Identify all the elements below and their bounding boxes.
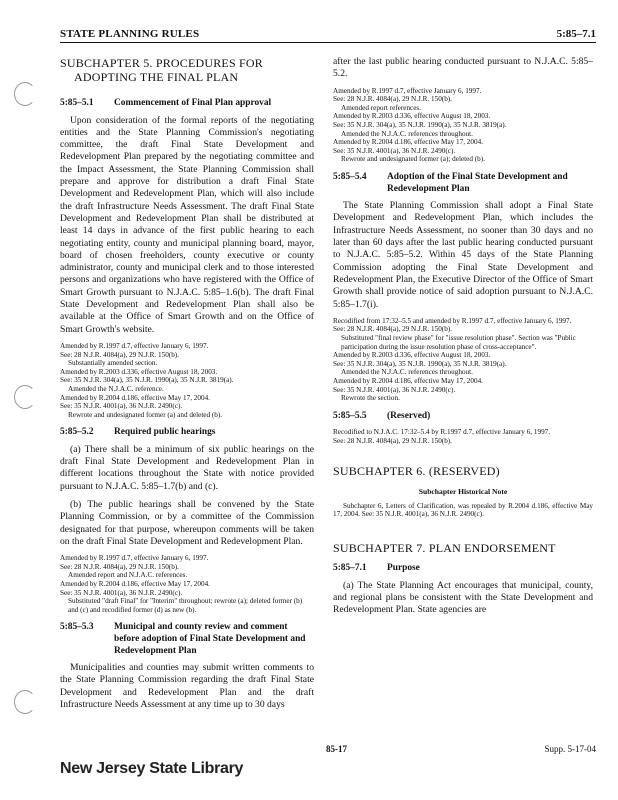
header-title: STATE PLANNING RULES (60, 28, 200, 40)
history-line: Substituted "final review phase" for "issue resolution phase". Section was "Public participation during the issue resolution phase of cross-acceptance". (341, 333, 576, 351)
header-section-number: 5:85–7.1 (556, 28, 596, 40)
section-5-2-heading: 5:85–5.2 Required public hearings (60, 427, 216, 438)
section-5-3-heading: 5:85–5.3 Municipal and county review and comment before adoption of Final State Development and Redevelopment Plan (60, 622, 306, 656)
history-line: See: 28 N.J.R. 4084(a), 29 N.J.R. 150(b). (333, 325, 452, 334)
history-line: See: 28 N.J.R. 4084(a), 29 N.J.R. 150(b). (60, 350, 179, 359)
section-5-2-text-b: (b) The public hearings shall be convened by the State Planning Commission, or by a committee of the Commission designated for that purpose, whereupon comments will be taken on the draft Final State Development and Redevelopment Plan. (60, 499, 314, 547)
section-7-1-text: (a) The State Planning Act encourages that municipal, county, and regional plans be consistent with the State Development and Redevelopment Plan. State agencies are (333, 579, 593, 616)
subchapter-6-title: SUBCHAPTER 6. (RESERVED) (333, 463, 500, 478)
subchapter-5-title: SUBCHAPTER 5. PROCEDURES FOR ADOPTING THE FINAL PLAN (60, 56, 263, 84)
section-5-4-text: The State Planning Commission shall adopt a Final State Development and Redevelopment Plan, which includes the Infrastructure Needs Assessment, no sooner than 30 days and no later than 60 days after the last public hearing conducted pursuant to N.J.A.C. 5:85–5.2. Within 45 days of the State Planning Commission adopting the Final State Development and Redevelopment Plan, the Executive Director of the Office of Smart Growth shall provide notice of said adoption pursuant to N.J.A.C. 5:85–1.7(i). (333, 200, 593, 310)
left-column (60, 52, 314, 717)
history-line: Amended report and N.J.A.C. references. (68, 571, 188, 580)
section-5-2-history (60, 554, 314, 614)
section-7-1-heading: 5:85–7.1 Purpose (333, 563, 420, 573)
library-watermark: New Jersey State Library (60, 760, 244, 777)
binder-hole-bottom (14, 690, 36, 714)
section-5-1-heading: 5:85–5.1 Commencement of Final Plan approval (60, 98, 272, 108)
history-line: Amended by R.2003 d.336, effective August 18, 2003. (60, 367, 218, 376)
history-line: See: 28 N.J.R. 4084(a), 29 N.J.R. 150(b). (333, 95, 452, 104)
history-line: Rewrote and undesignated former (a) and deleted (b). (68, 410, 223, 419)
supplement-date: Supp. 5-17-04 (544, 744, 596, 754)
history-line: Amended by R.2003 d.336, effective August 18, 2003. (333, 351, 491, 360)
section-5-4-heading: 5:85–5.4 Adoption of the Final State Development and Redevelopment Plan (333, 171, 568, 194)
subchapter-6-note-heading: Subchapter Historical Note (418, 486, 508, 496)
history-line: Amended by R.2004 d.186, effective May 17, 2004. (333, 138, 483, 147)
section-5-2-text-a: (a) There shall be a minimum of six public hearings on the draft Final State Development and Redevelopment Plan in different locations throughout the State with notice provided pursuant to N.J.A.C. 5:85–1.7(b) and (c). (60, 443, 314, 492)
history-line: See: 35 N.J.R. 304(a), 35 N.J.R. 1990(a), 35 N.J.R. 3819(a). (60, 376, 234, 385)
history-line: Amended report references. (341, 103, 422, 112)
history-line: Rewrote the section. (341, 394, 400, 403)
history-line: See: 35 N.J.R. 4001(a), 36 N.J.R. 2490(c). (60, 588, 183, 597)
history-line: See: 28 N.J.R. 4084(a), 29 N.J.R. 150(b). (333, 436, 452, 445)
history-line: See: 35 N.J.R. 4001(a), 36 N.J.R. 2490(c). (60, 402, 183, 411)
section-5-4-history (333, 317, 593, 403)
history-line: Amended by R.1997 d.7, effective January 6, 1997. (333, 86, 482, 95)
subchapter-6-note: Subchapter 6, Letters of Clarification, was repealed by R.2004 d.186, effective May 17, 2004. See: 35 N.J.R. 4001(a), 36 N.J.R. 2490(c). (333, 501, 593, 519)
history-line: Recodified to N.J.A.C. 17:32–5.4 by R.1997 d.7, effective January 6, 1997. (333, 428, 551, 437)
history-line: Amended by R.1997 d.7, effective January 6, 1997. (60, 341, 209, 350)
history-line: Substituted "draft Final" for "Interim" throughout; rewrote (a); deleted former (b) and (c) and recodified former (d) as new (b). (68, 597, 303, 614)
history-line: Amended by R.2003 d.336, effective August 18, 2003. (333, 112, 491, 121)
history-line: Recodified from 17:32–5.5 and amended by R.1997 d.7, effective January 6, 1997. (333, 316, 572, 325)
binder-hole-top (14, 82, 36, 106)
binder-hole-middle (14, 385, 36, 409)
history-line: Amended the N.J.A.C. references throughout. (341, 368, 473, 377)
right-column (333, 52, 593, 622)
page-number: 85-17 (326, 744, 347, 754)
section-5-3-text: Municipalities and counties may submit written comments to the State Planning Commission regarding the draft Final State Development and Redevelopment Plan and the draft Infrastructure Needs Assessment at any time up to 30 days (60, 662, 314, 711)
section-5-1-text: Upon consideration of the formal reports of the negotiating entities and the State Planning Commission's negotiating committee, the draft Final State Development and Redevelopment Plan prepared by the negotiating committee and the Impact Assessment, the State Planning Commission shall prepare and approve for distribution a draft Final State Development and Redevelopment Plan, which will also include the draft Infrastructure Needs Assessment. The draft Final State Development and Redevelopment Plan shall be distributed at least 14 days in advance of the first public hearing to each negotiating entity, county and municipal planning board, mayor, board of chosen freeholders, county executive or county administrator, county and municipal clerk and to those interested persons and organizations who have registered with the Office of Smart Growth pursuant to N.J.A.C. 5:85–1.6(b). The draft Final State Development and Redevelopment Plan shall also be available at the Office of Smart Growth and on the Office of Smart Growth's website. (60, 114, 314, 335)
history-line: Amended the N.J.A.C. references throughout. (341, 129, 473, 138)
history-line: Substantially amended section. (68, 359, 158, 368)
history-line: Amended by R.2004 d.186, effective May 17, 2004. (60, 580, 210, 589)
history-line: Rewrote and undesignated former (a); deleted (b). (341, 155, 485, 164)
section-5-5-heading: 5:85–5.5 (Reserved) (333, 410, 431, 421)
history-line: See: 28 N.J.R. 4084(a), 29 N.J.R. 150(b). (60, 562, 179, 571)
subchapter-7-title: SUBCHAPTER 7. PLAN ENDORSEMENT (333, 541, 556, 555)
history-line: Amended by R.1997 d.7, effective January 6, 1997. (60, 554, 209, 563)
section-5-3-text-continued: after the last public hearing conducted pursuant to N.J.A.C. 5:85–5.2. (333, 56, 593, 80)
running-header (60, 26, 596, 43)
history-line: Amended by R.2004 d.186, effective May 17, 2004. (333, 376, 483, 385)
history-line: Amended by R.2004 d.186, effective May 17, 2004. (60, 393, 210, 402)
history-line: See: 35 N.J.R. 304(a), 35 N.J.R. 1990(a), 35 N.J.R. 3819(a). (333, 120, 507, 129)
section-5-1-history (60, 342, 314, 419)
history-line: Amended the N.J.A.C. reference. (68, 384, 164, 393)
history-line: See: 35 N.J.R. 304(a), 35 N.J.R. 1990(a), 35 N.J.R. 3819(a). (333, 359, 507, 368)
history-line: See: 35 N.J.R. 4001(a), 36 N.J.R. 2490(c). (333, 146, 456, 155)
section-5-5-history (333, 428, 593, 445)
section-5-3-history (333, 87, 593, 164)
history-line: See: 35 N.J.R. 4001(a), 36 N.J.R. 2490(c). (333, 385, 456, 394)
